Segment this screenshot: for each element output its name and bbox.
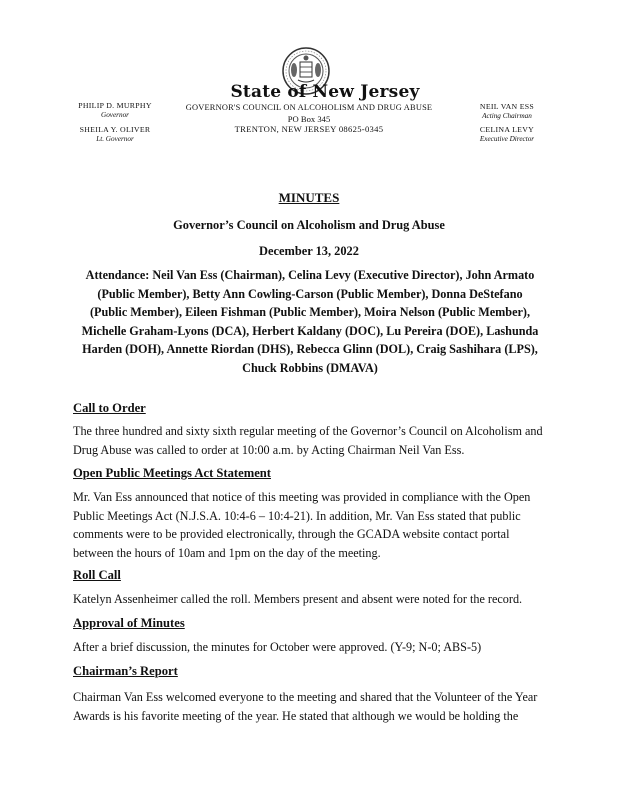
official-title: Lt. Governor [96,134,134,143]
official-name: SHEILA Y. OLIVER [79,125,151,134]
state-title: State of New Jersey [230,82,420,102]
council-name: GOVERNOR'S COUNCIL ON ALCOHOLISM AND DRUG ABUSE [185,103,433,112]
official-title: Executive Director [479,134,535,143]
section-heading-call-to-order: Call to Order [73,401,146,415]
section-heading-open-public-meetings: Open Public Meetings Act Statement [73,466,271,480]
section-text-chairmans-report: Chairman Van Ess welcomed everyone to the meeting and shared that the Volunteer of the Year Awards is his favorite meeting of the year. He stated that although we would be holding the [73,690,538,723]
section-text-open-public-meetings: Mr. Van Ess announced that notice of this meeting was provided in compliance with the Open Public Meetings Act (N.J.S.A. 10:4-6 – 10:4-21). In addition, Mr. Van Ess stated that public comments were to be provided electronically, through the GCADA website contact portal between the hours of 10am and 1pm on the day of the meeting. [73,490,531,560]
letterhead [0,0,618,160]
official-name: NEIL VAN ESS [479,102,535,111]
document-date: December 13, 2022 [259,244,359,258]
official-name: PHILIP D. MURPHY [78,101,152,110]
document-heading: MINUTES [278,190,340,205]
section-heading-approval-of-minutes: Approval of Minutes [73,616,185,630]
official-acting-chairman [452,102,562,121]
official-executive-director [452,125,562,144]
po-box: PO Box 345 [287,114,331,124]
section-text-call-to-order: The three hundred and sixty sixth regular meeting of the Governor’s Council on Alcoholism and Drug Abuse was called to order at 10:00 a.m. by Acting Chairman Neil Van Ess. [73,424,543,457]
city-line: TRENTON, NEW JERSEY 08625-0345 [234,124,384,134]
official-lt-governor [60,125,170,144]
official-title: Governor [101,110,129,119]
section-text-approval-of-minutes: After a brief discussion, the minutes for October were approved. (Y-9; N-0; ABS-5) [73,640,482,654]
section-text-roll-call: Katelyn Assenheimer called the roll. Members present and absent were noted for the record. [73,592,523,606]
attendance-list: Attendance: Neil Van Ess (Chairman), Celina Levy (Executive Director), John Armato (Public Member), Betty Ann Cowling-Carson (Public Member), Donna DeStefano (Public Member), Eileen Fishman (Public Member), Moira Nelson (Public Member), Michelle Graham-Lyons (DCA), Herbert Kaldany (DOC), Lu Pereira (DOE), Lashunda Harden (DOH), Annette Riordan (DHS), Rebecca Glinn (DOL), Craig Sashihara (LPS), Chuck Robbins (DMAVA) [81,268,539,375]
official-governor [60,101,170,120]
section-heading-chairmans-report: Chairman’s Report [73,664,178,678]
section-heading-roll-call: Roll Call [73,568,121,582]
document-council: Governor’s Council on Alcoholism and Drug Abuse [173,218,445,232]
official-name: CELINA LEVY [479,125,535,134]
official-title: Acting Chairman [482,111,532,120]
